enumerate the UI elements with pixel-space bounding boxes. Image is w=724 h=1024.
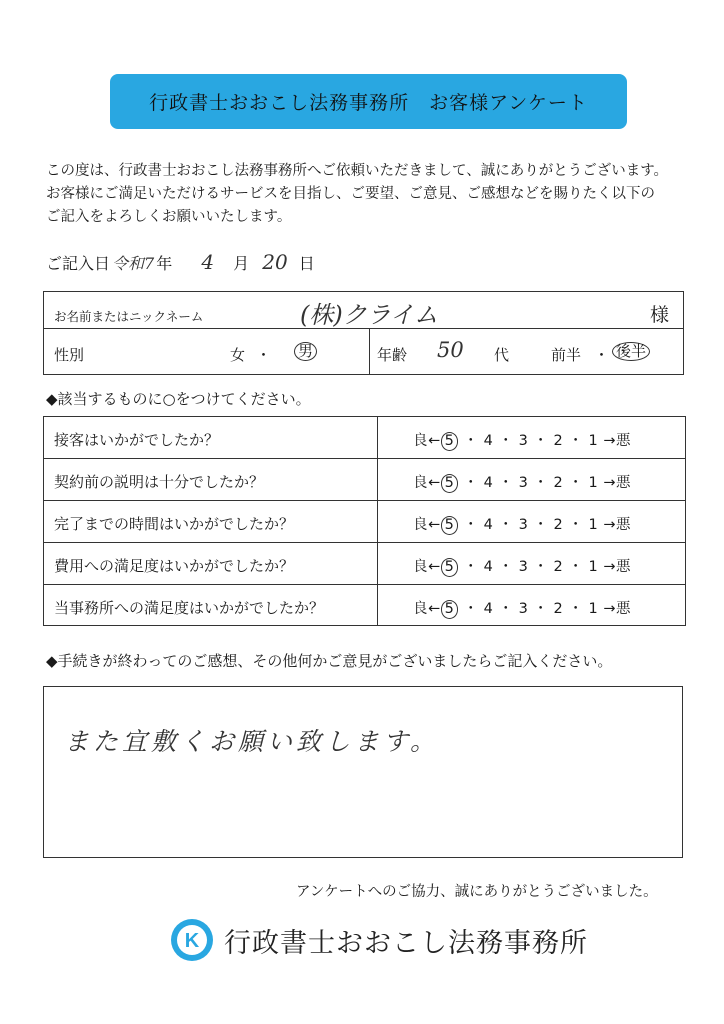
year-label: 年 bbox=[156, 254, 173, 273]
scale-separator: ・ bbox=[533, 601, 549, 617]
date-month-handwritten: 4 bbox=[201, 250, 215, 274]
svg-text:K: K bbox=[184, 930, 200, 952]
intro-line: お客様にご満足いただけるサービスを目指し、ご要望、ご意見、ご感想などを賜りたく以下の bbox=[46, 186, 655, 202]
survey-row bbox=[44, 417, 685, 459]
age-label: 年齢 bbox=[377, 346, 408, 364]
scale-separator: ・ bbox=[568, 559, 584, 575]
gender-separator: ・ bbox=[256, 346, 272, 364]
office-name: 行政書士おおこし法務事務所 bbox=[224, 927, 588, 959]
survey-title-banner bbox=[110, 74, 627, 129]
scale-separator: ・ bbox=[568, 517, 584, 533]
survey-row bbox=[44, 585, 685, 625]
rating-selected-circle: 5 bbox=[441, 600, 459, 619]
comments-box bbox=[43, 686, 683, 858]
gender-female-option: 女 bbox=[230, 346, 246, 364]
rating-option: 4 bbox=[483, 517, 494, 533]
comments-instruction: ◆手続きが終わってのご感想、その他何かご意見がございましたらご記入ください。 bbox=[46, 652, 613, 670]
scale-bad-label: →悪 bbox=[603, 517, 631, 533]
age-first-half-option: 前半 bbox=[551, 346, 582, 364]
rating-option: 2 bbox=[553, 601, 564, 617]
rating-option: 4 bbox=[483, 475, 494, 491]
rating-selected-circle: 5 bbox=[441, 516, 459, 535]
scale-separator: ・ bbox=[463, 433, 479, 449]
rating-selected-circle: 5 bbox=[441, 432, 459, 451]
scale-separator: ・ bbox=[533, 475, 549, 491]
rating-option: 1 bbox=[588, 601, 599, 617]
scale-separator: ・ bbox=[533, 517, 549, 533]
divider bbox=[44, 328, 683, 329]
rating-selected-circle: 5 bbox=[441, 558, 459, 577]
divider bbox=[377, 543, 378, 584]
scale-bad-label: →悪 bbox=[603, 475, 631, 491]
name-label: お名前またはニックネーム bbox=[54, 309, 204, 324]
rating-option: 3 bbox=[518, 517, 529, 533]
scale-separator: ・ bbox=[498, 475, 514, 491]
scale-separator: ・ bbox=[463, 601, 479, 617]
entry-date bbox=[46, 250, 315, 274]
scale-separator: ・ bbox=[568, 601, 584, 617]
comment-handwritten: また宜敷くお願い致します。 bbox=[64, 727, 440, 756]
office-footer bbox=[170, 917, 588, 963]
gender-male-circled: 男 bbox=[294, 342, 317, 361]
scale-separator: ・ bbox=[533, 433, 549, 449]
rating-option: 4 bbox=[483, 601, 494, 617]
scale-separator: ・ bbox=[498, 559, 514, 575]
question-text: 当事務所への満足度はいかがでしたか？ bbox=[54, 599, 325, 617]
question-text: 完了までの時間はいかがでしたか？ bbox=[54, 515, 295, 533]
question-text: 接客はいかがでしたか？ bbox=[54, 431, 220, 449]
scale-good-label: 良← bbox=[413, 433, 441, 449]
rating-scale bbox=[413, 471, 631, 493]
scale-good-label: 良← bbox=[413, 475, 441, 491]
scale-good-label: 良← bbox=[413, 601, 441, 617]
date-era-handwritten: 令和7 bbox=[112, 254, 155, 273]
rating-scale bbox=[413, 513, 631, 535]
scale-separator: ・ bbox=[568, 433, 584, 449]
intro-text bbox=[46, 160, 696, 229]
rating-option: 2 bbox=[553, 475, 564, 491]
divider bbox=[377, 501, 378, 542]
rating-option: 4 bbox=[483, 433, 494, 449]
survey-instruction: ◆該当するものに○をつけてください。 bbox=[46, 390, 311, 408]
question-text: 契約前の説明は十分でしたか？ bbox=[54, 473, 265, 491]
rating-option: 3 bbox=[518, 433, 529, 449]
divider bbox=[377, 585, 378, 625]
date-label: ご記入日 bbox=[46, 254, 111, 273]
customer-info-box bbox=[43, 291, 684, 375]
scale-separator: ・ bbox=[463, 559, 479, 575]
rating-option: 2 bbox=[553, 559, 564, 575]
rating-scale bbox=[413, 429, 631, 451]
scale-separator: ・ bbox=[498, 601, 514, 617]
office-logo-icon bbox=[170, 918, 214, 962]
survey-row bbox=[44, 501, 685, 543]
survey-title: 行政書士おおこし法務事務所 お客様アンケート bbox=[149, 92, 588, 114]
gender-label: 性別 bbox=[54, 346, 85, 364]
rating-option: 1 bbox=[588, 517, 599, 533]
rating-option: 4 bbox=[483, 559, 494, 575]
rating-option: 3 bbox=[518, 601, 529, 617]
scale-separator: ・ bbox=[498, 433, 514, 449]
thanks-message: アンケートへのご協力、誠にありがとうございました。 bbox=[296, 884, 658, 900]
rating-option: 2 bbox=[553, 517, 564, 533]
scale-good-label: 良← bbox=[413, 517, 441, 533]
survey-row bbox=[44, 459, 685, 501]
age-second-half-circled: 後半 bbox=[612, 342, 650, 361]
rating-option: 1 bbox=[588, 559, 599, 575]
scale-separator: ・ bbox=[498, 517, 514, 533]
rating-option: 1 bbox=[588, 433, 599, 449]
scale-bad-label: →悪 bbox=[603, 559, 631, 575]
scale-separator: ・ bbox=[533, 559, 549, 575]
scale-bad-label: →悪 bbox=[603, 601, 631, 617]
month-label: 月 bbox=[233, 254, 250, 273]
scale-separator: ・ bbox=[568, 475, 584, 491]
question-text: 費用への満足度はいかがでしたか？ bbox=[54, 557, 295, 575]
age-handwritten: 50 bbox=[437, 338, 464, 362]
honorific: 様 bbox=[650, 304, 670, 326]
survey-row bbox=[44, 543, 685, 585]
scale-bad-label: →悪 bbox=[603, 433, 631, 449]
rating-scale bbox=[413, 597, 631, 619]
scale-separator: ・ bbox=[463, 517, 479, 533]
intro-line: ご記入をよろしくお願いいたします。 bbox=[46, 209, 292, 225]
day-label: 日 bbox=[298, 254, 315, 273]
rating-option: 2 bbox=[553, 433, 564, 449]
scale-good-label: 良← bbox=[413, 559, 441, 575]
divider bbox=[377, 459, 378, 500]
rating-selected-circle: 5 bbox=[441, 474, 459, 493]
rating-option: 3 bbox=[518, 559, 529, 575]
date-day-handwritten: 20 bbox=[262, 250, 288, 274]
divider bbox=[369, 328, 370, 374]
name-handwritten: (株)クライム bbox=[300, 301, 439, 329]
divider bbox=[377, 417, 378, 458]
age-unit: 代 bbox=[494, 346, 510, 364]
survey-table bbox=[43, 416, 686, 626]
rating-option: 3 bbox=[518, 475, 529, 491]
rating-option: 1 bbox=[588, 475, 599, 491]
age-separator: ・ bbox=[594, 346, 610, 364]
scale-separator: ・ bbox=[463, 475, 479, 491]
intro-line: この度は、行政書士おおこし法務事務所へご依頼いただきまして、誠にありがとうございます。 bbox=[46, 163, 669, 179]
rating-scale bbox=[413, 555, 631, 577]
